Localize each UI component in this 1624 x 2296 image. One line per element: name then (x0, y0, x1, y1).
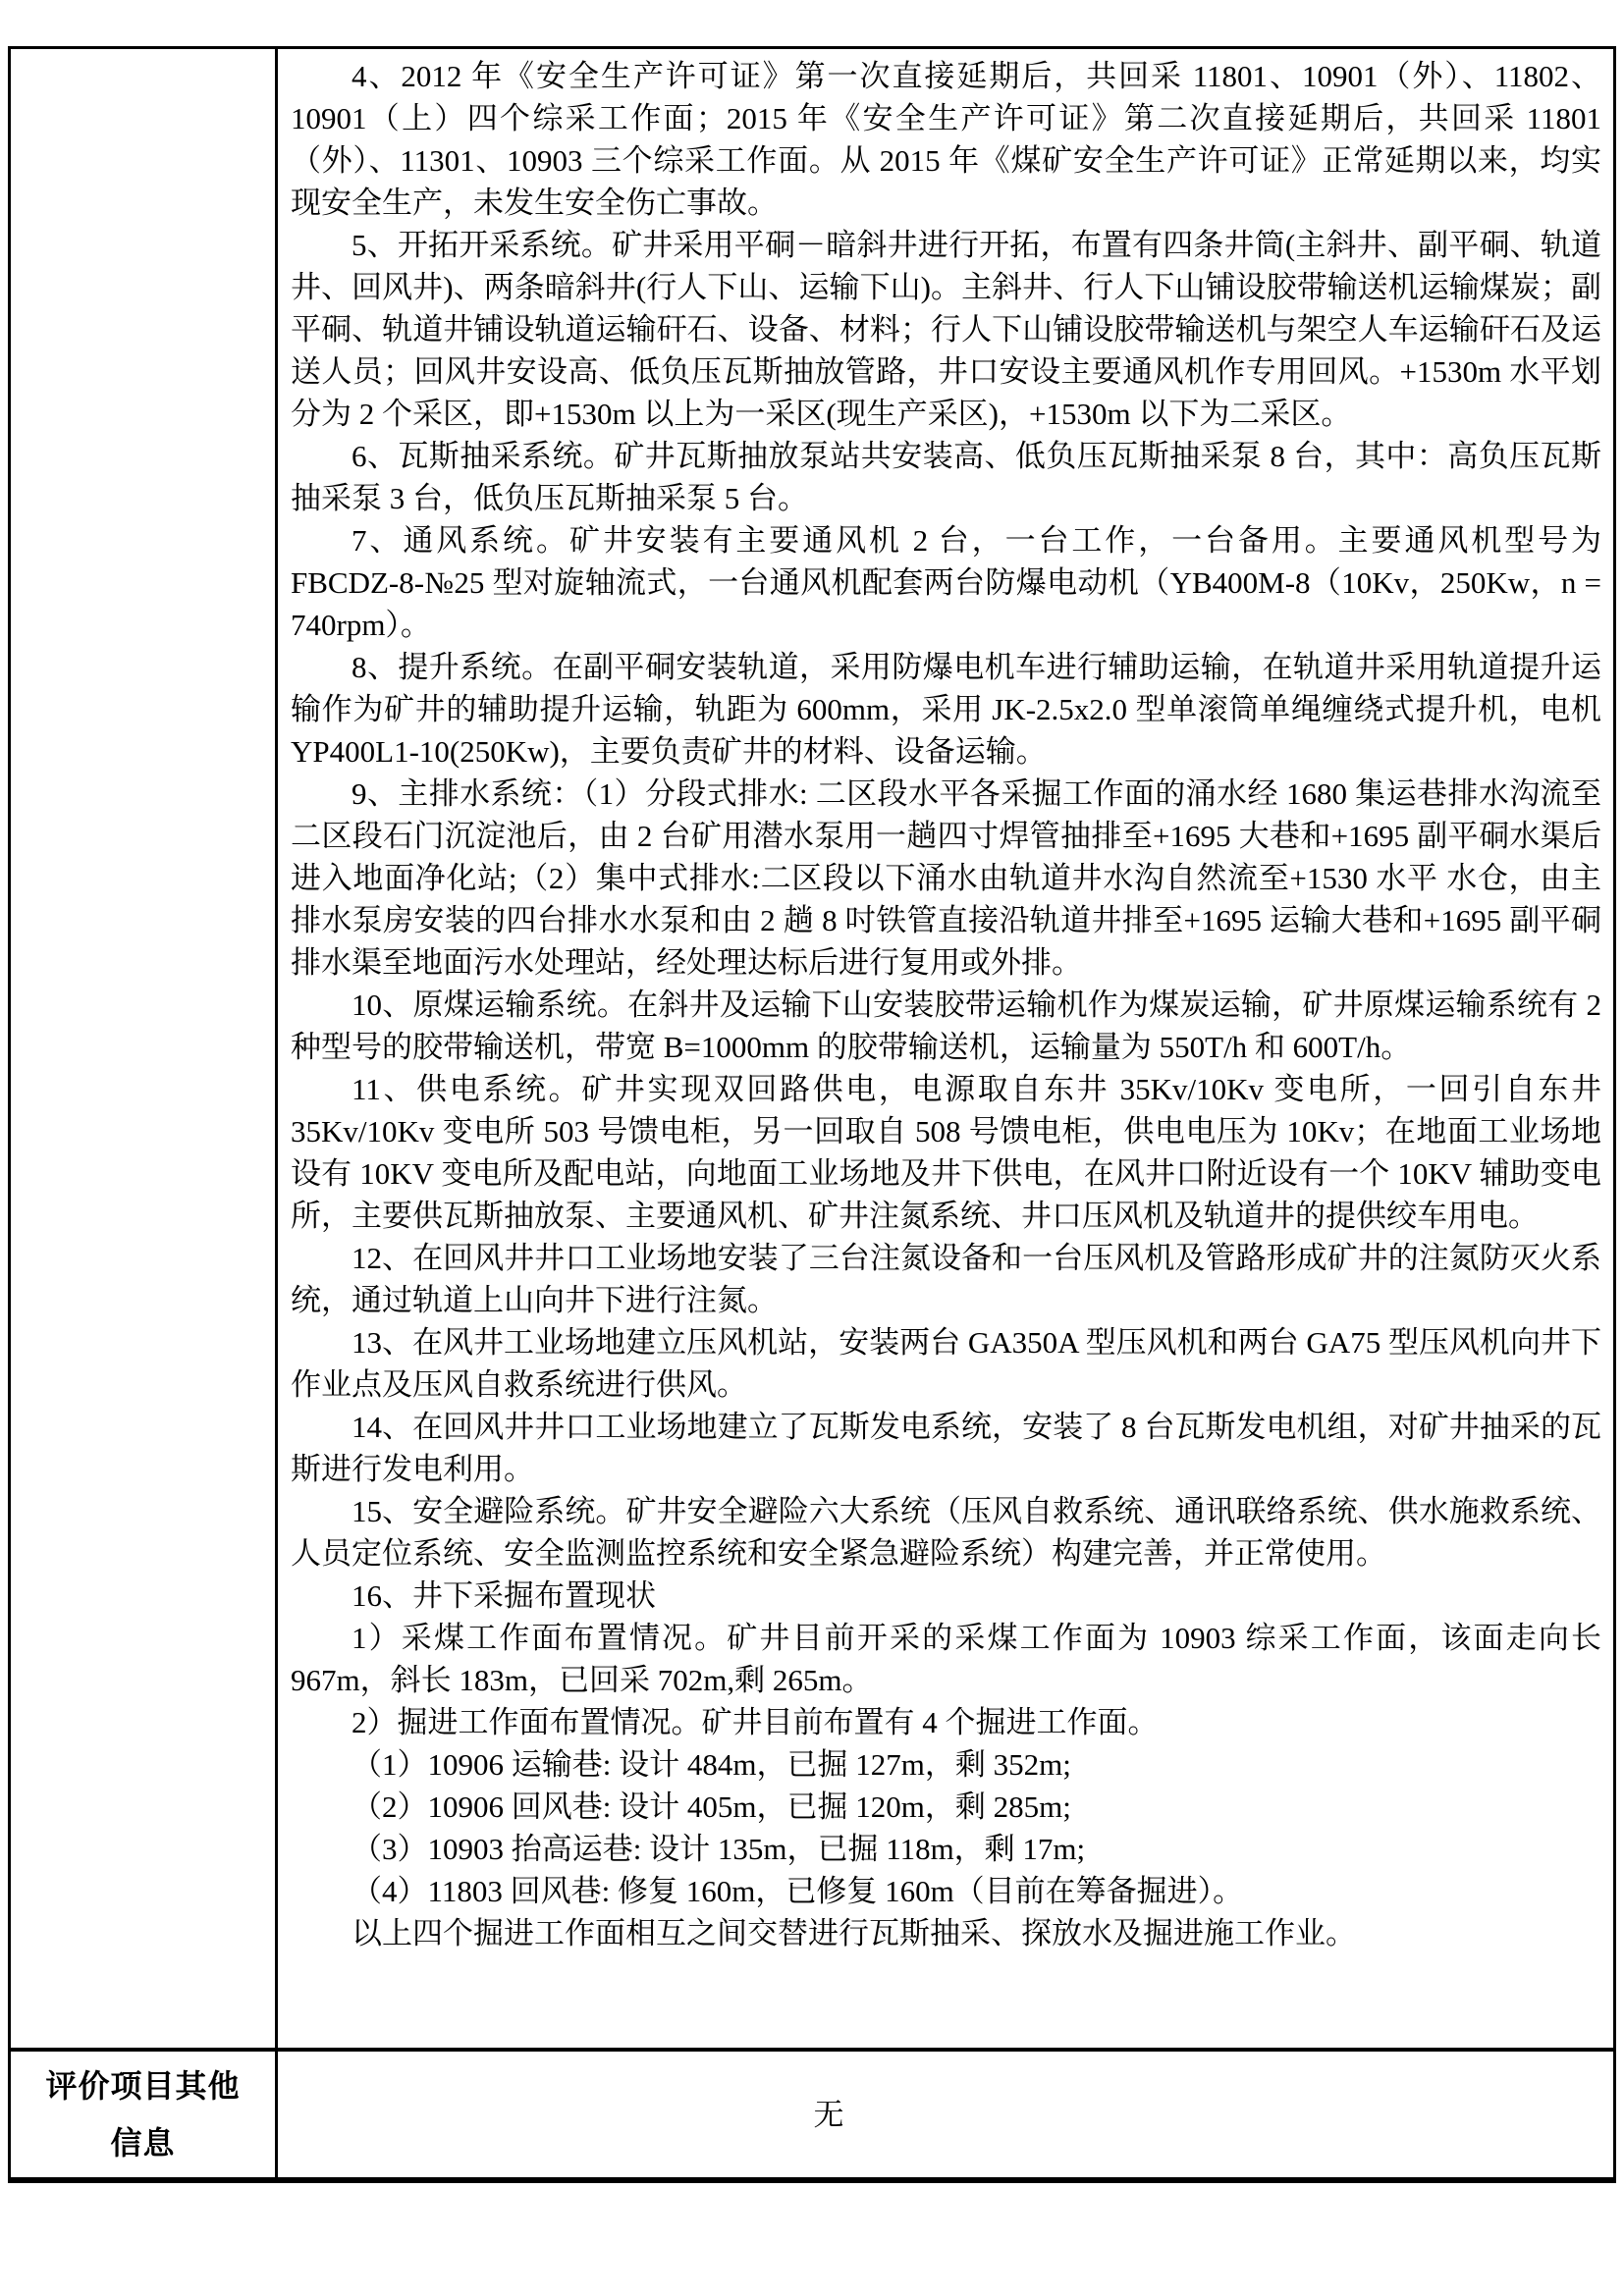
paragraph: 16、井下采掘布置现状 (352, 1578, 656, 1613)
paragraph: （3）10903 抬高运巷: 设计 135m，已掘 118m，剩 17m; (352, 1832, 1086, 1866)
paragraph: 1）采煤工作面布置情况。矿井目前开采的采煤工作面为 10903 综采工作面，该面走向长 967m，斜长 183m，已回采 702m,剩 265m。 (291, 1621, 1601, 1697)
paragraph: 10、原煤运输系统。在斜井及运输下山安装胶带运输机作为煤炭运输，矿井原煤运输系统有 2 种型号的胶带输送机，带宽 B=1000mm 的胶带输送机，运输量为 550T/h 和 600T/h。 (291, 988, 1601, 1064)
paragraph: 14、在回风井井口工业场地建立了瓦斯发电系统，安装了 8 台瓦斯发电机组，对矿井抽采的瓦斯进行发电利用。 (291, 1410, 1601, 1486)
body-text (278, 49, 1613, 2048)
paragraph: 11、供电系统。矿井实现双回路供电，电源取自东井 35Kv/10Kv 变电所，一回引自东井 35Kv/10Kv 变电所 503 号馈电柜，另一回取自 508 号馈电柜，供电电压为 10Kv；在地面工业场地设有 10KV 变电所及配电站，向地面工业场地及井下供电，在风井口附近设有一个 10KV 辅助变电所，主要供瓦斯抽放泵、主要通风机、矿井注氮系统、井口压风机及轨道井的提供绞车用电。 (291, 1072, 1601, 1233)
paragraph: 15、安全避险系统。矿井安全避险六大系统（压风自救系统、通讯联络系统、供水施救系统、人员定位系统、安全监测监控系统和安全紧急避险系统）构建完善，并正常使用。 (291, 1494, 1601, 1571)
paragraph: 5、开拓开采系统。矿井采用平硐－暗斜井进行开拓，布置有四条井筒(主斜井、副平硐、轨道井、回风井)、两条暗斜井(行人下山、运输下山)。主斜井、行人下山铺设胶带输送机运输煤炭；副平硐、轨道井铺设轨道运输矸石、设备、材料；行人下山铺设胶带输送机与架空人车运输矸石及运送人员；回风井安设高、低负压瓦斯抽放管路，井口安设主要通风机作专用回风。+1530m 水平划分为 2 个采区，即+1530m 以上为一采区(现生产采区)，+1530m 以下为二采区。 (291, 228, 1601, 431)
main-content-cell (278, 49, 1613, 2048)
paragraph: （2）10906 回风巷: 设计 405m，已掘 120m，剩 285m; (352, 1789, 1071, 1824)
evaluation-table (8, 46, 1616, 2183)
table-row-main (11, 49, 1613, 2048)
paragraph: 4、2012 年《安全生产许可证》第一次直接延期后，共回采 11801、10901（外）、11802、10901（上）四个综采工作面；2015 年《安全生产许可证》第二次直接延期后，共回采 11801（外）、11301、10903 三个综采工作面。从 2015 年《煤矿安全生产许可证》正常延期以来，均实现安全生产，未发生安全伤亡事故。 (291, 59, 1601, 220)
paragraph: 9、主排水系统：（1）分段式排水: 二区段水平各采掘工作面的涌水经 1680 集运巷排水沟流至二区段石门沉淀池后，由 2 台矿用潜水泵用一趟四寸焊管抽排至+1695 大巷和+1695 副平硐水渠后进入地面净化站;（2）集中式排水:二区段以下涌水由轨道井水沟自然流至+1530 水平 水仓，由主排水泵房安装的四台排水水泵和由 2 趟 8 吋铁管直接沿轨道井排至+1695 运输大巷和+1695 副平硐排水渠至地面污水处理站，经处理达标后进行复用或外排。 (291, 776, 1601, 980)
paragraph: （1）10906 运输巷: 设计 484m，已掘 127m，剩 352m; (352, 1747, 1071, 1782)
paragraph: 12、在回风井井口工业场地安装了三台注氮设备和一台压风机及管路形成矿井的注氮防灭火系统，通过轨道上山向井下进行注氮。 (291, 1241, 1601, 1317)
table-row-other-info (11, 2048, 1613, 2177)
other-info-value-cell (278, 2052, 1613, 2177)
paragraph: 13、在风井工业场地建立压风机站，安装两台 GA350A 型压风机和两台 GA75 型压风机向井下作业点及压风自救系统进行供风。 (291, 1325, 1601, 1402)
paragraph: （4）11803 回风巷: 修复 160m，已修复 160m（目前在筹备掘进）。 (352, 1874, 1244, 1908)
other-info-value: 无 (813, 2097, 844, 2132)
other-info-label-line1: 评价项目其他 (45, 2068, 241, 2104)
paragraph: 8、提升系统。在副平硐安装轨道，采用防爆电机车进行辅助运输，在轨道井采用轨道提升运输作为矿井的辅助提升运输，轨距为 600mm，采用 JK-2.5x2.0 型单滚筒单绳缠绕式提升机，电机 YP400L1-10(250Kw)，主要负责矿井的材料、设备运输。 (291, 650, 1601, 769)
other-info-label-cell (11, 2052, 278, 2177)
other-info-label-line2: 信息 (110, 2125, 176, 2161)
paragraph: 7、通风系统。矿井安装有主要通风机 2 台，一台工作，一台备用。主要通风机型号为 FBCDZ-8-№25 型对旋轴流式，一台通风机配套两台防爆电动机（YB400M-8（10Kv，250Kw，n = 740rpm）。 (291, 523, 1601, 642)
paragraph: 2）掘进工作面布置情况。矿井目前布置有 4 个掘进工作面。 (352, 1705, 1159, 1739)
label-cell-empty (11, 49, 278, 2048)
paragraph: 6、瓦斯抽采系统。矿井瓦斯抽放泵站共安装高、低负压瓦斯抽采泵 8 台，其中：高负压瓦斯抽采泵 3 台，低负压瓦斯抽采泵 5 台。 (291, 439, 1601, 515)
paragraph: 以上四个掘进工作面相互之间交替进行瓦斯抽采、探放水及掘进施工作业。 (352, 1916, 1356, 1950)
